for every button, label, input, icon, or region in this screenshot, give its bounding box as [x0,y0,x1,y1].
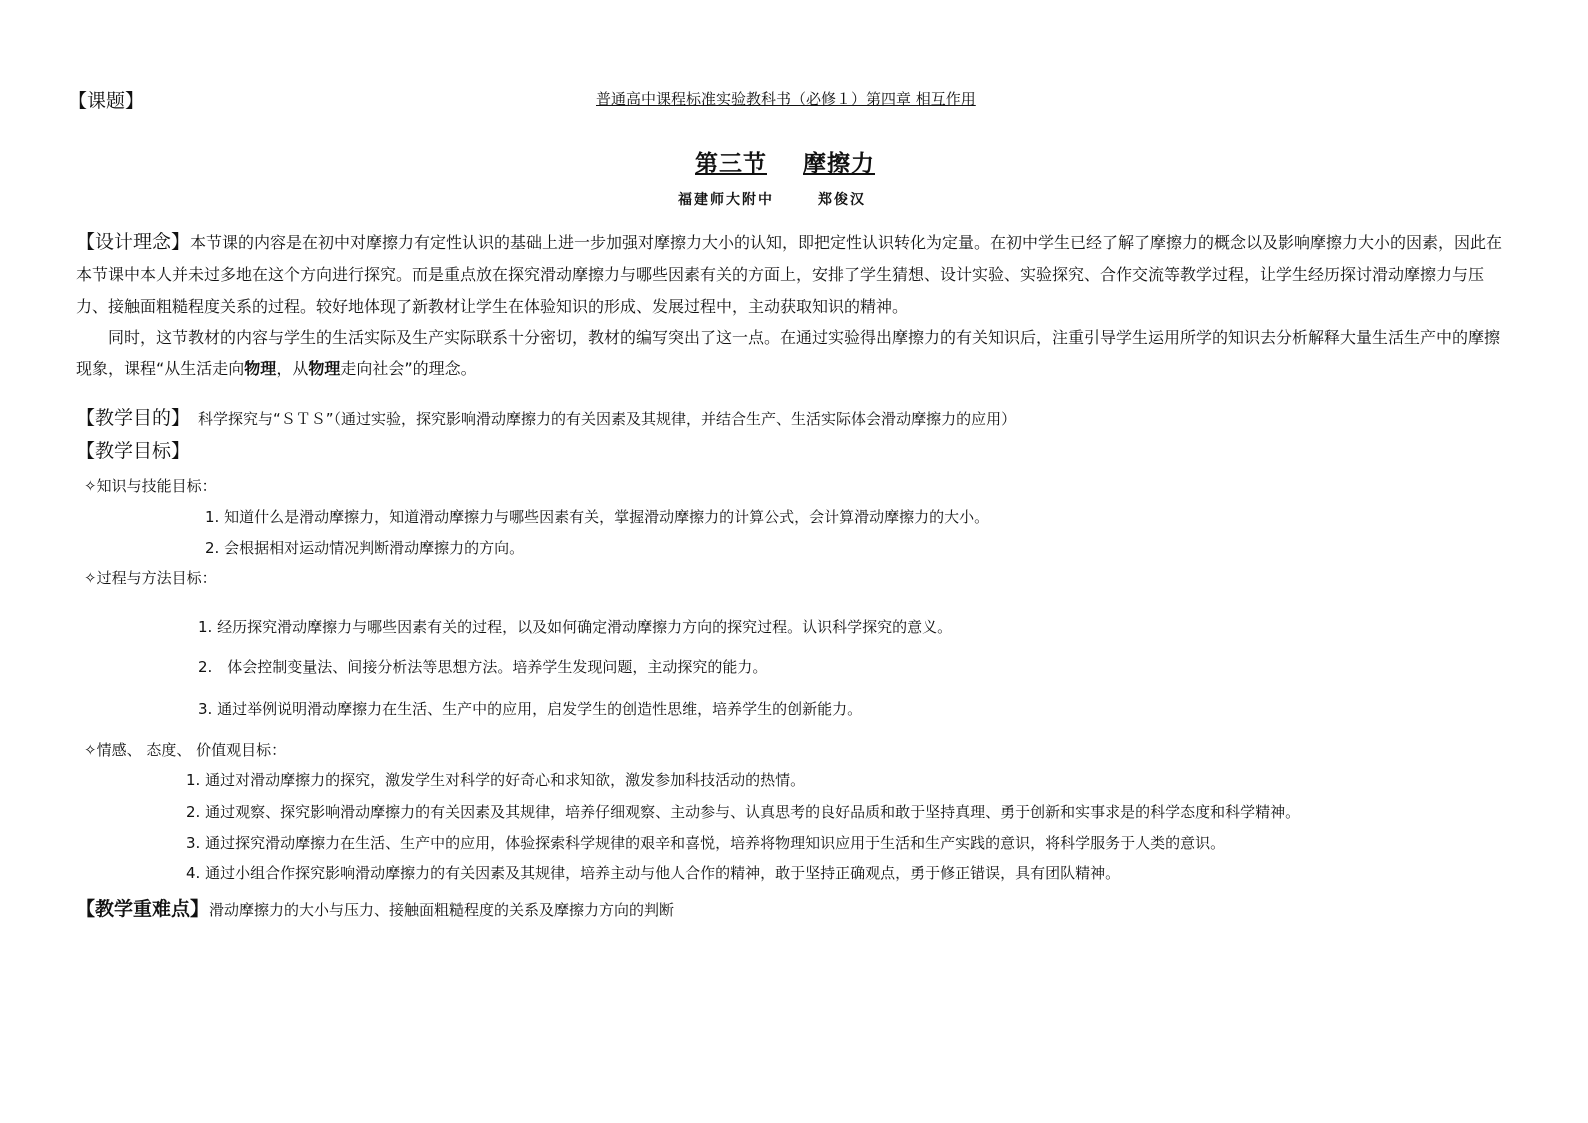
emotion-item-3: 3. 通过探究滑动摩擦力在生活、生产中的应用，体验探索科学规律的艰辛和喜悦，培养将物理知识应用于生活和生产实践的意识，将科学服务于人类的意识。 [186,834,1226,852]
keypoints-label: 【教学重难点】 [76,898,210,920]
diamond-icon: ✧ [84,741,97,759]
section-number: 第三节 [695,151,767,177]
purpose-text: 科学探究与“ＳＴＳ”（通过实验，探究影响滑动摩擦力的有关因素及其规律，并结合生产、生活实际体会滑动摩擦力的应用） [198,410,1017,428]
diamond-icon: ✧ [84,477,97,495]
purpose-label: 【教学目的】 [76,407,191,429]
emotion-item-4: 4. 通过小组合作探究影响滑动摩擦力的有关因素及其规律，培养主动与他人合作的精神，敢于坚持正确观点，勇于修正错误，具有团队精神。 [186,864,1121,882]
design-line-3: 力、接触面粗糙程度关系的过程。较好地体现了新教材让学生在体验知识的形成、发展过程中，主动获取知识的精神。 [76,297,909,316]
keypoints-line [76,894,674,921]
author-school: 福建师大附中 [678,192,774,208]
knowledge-item-1: 1. 知道什么是滑动摩擦力，知道滑动摩擦力与哪些因素有关，掌握滑动摩擦力的计算公式，会计算滑动摩擦力的大小。 [205,508,990,526]
goals-label: 【教学目标】 [76,440,191,462]
design-label: 【设计理念】 [76,231,191,253]
design-line-4: 同时，这节教材的内容与学生的生活实际及生产实际联系十分密切，教材的编写突出了这一点。在通过实验得出摩擦力的有关知识后，注重引导学生运用所学的知识去分析解释大量生活生产中的摩擦 [108,328,1501,347]
knowledge-item-2: 2. 会根据相对运动情况判断滑动摩擦力的方向。 [205,539,525,557]
author-name: 郑俊汉 [818,192,866,208]
author-line [678,189,866,209]
process-heading: ✧过程与方法目标： [84,569,217,587]
diamond-icon: ✧ [84,569,97,587]
keypoints-text: 滑动摩擦力的大小与压力、接触面粗糙程度的关系及摩擦力方向的判断 [209,901,675,919]
design-line-2: 本节课中本人并未过多地在这个方向进行探究。而是重点放在探究滑动摩擦力与哪些因素有关的方面上，安排了学生猜想、设计实验、实验探究、合作交流等教学过程，让学生经历探讨滑动摩擦力与压 [76,265,1485,284]
section-name: 摩擦力 [803,151,875,177]
topic-label: 【课题】 [68,90,145,112]
design-line-1: 【设计理念】本节课的内容是在初中对摩擦力有定性认识的基础上进一步加强对摩擦力大小的认知，即把定性认识转化为定量。在初中学生已经了解了摩擦力的概念以及影响摩擦力大小的因素，因此在 [76,231,1503,253]
knowledge-heading: ✧知识与技能目标： [84,477,217,495]
design-line-5: 现象，课程“从生活走向物理，从物理走向社会”的理念。 [76,359,477,378]
course-title: 普通高中课程标准实验教科书（必修１）第四章 相互作用 [596,90,976,108]
purpose-line [76,403,1016,430]
emotion-heading: ✧情感、 态度、 价值观目标： [84,741,287,759]
emotion-item-2: 2. 通过观察、探究影响滑动摩擦力的有关因素及其规律，培养仔细观察、主动参与、认真思考的良好品质和敢于坚持真理、勇于创新和实事求是的科学态度和科学精神。 [186,803,1301,821]
process-item-2: 2. 体会控制变量法、间接分析法等思想方法。培养学生发现问题，主动探究的能力。 [198,658,768,676]
process-item-3: 3. 通过举例说明滑动摩擦力在生活、生产中的应用，启发学生的创造性思维，培养学生的创新能力。 [198,700,863,718]
page-title [695,145,875,178]
process-item-1: 1. 经历探究滑动摩擦力与哪些因素有关的过程，以及如何确定滑动摩擦力方向的探究过程。认识科学探究的意义。 [198,618,953,636]
emotion-item-1: 1. 通过对滑动摩擦力的探究，激发学生对科学的好奇心和求知欲，激发参加科技活动的热情。 [186,771,806,789]
